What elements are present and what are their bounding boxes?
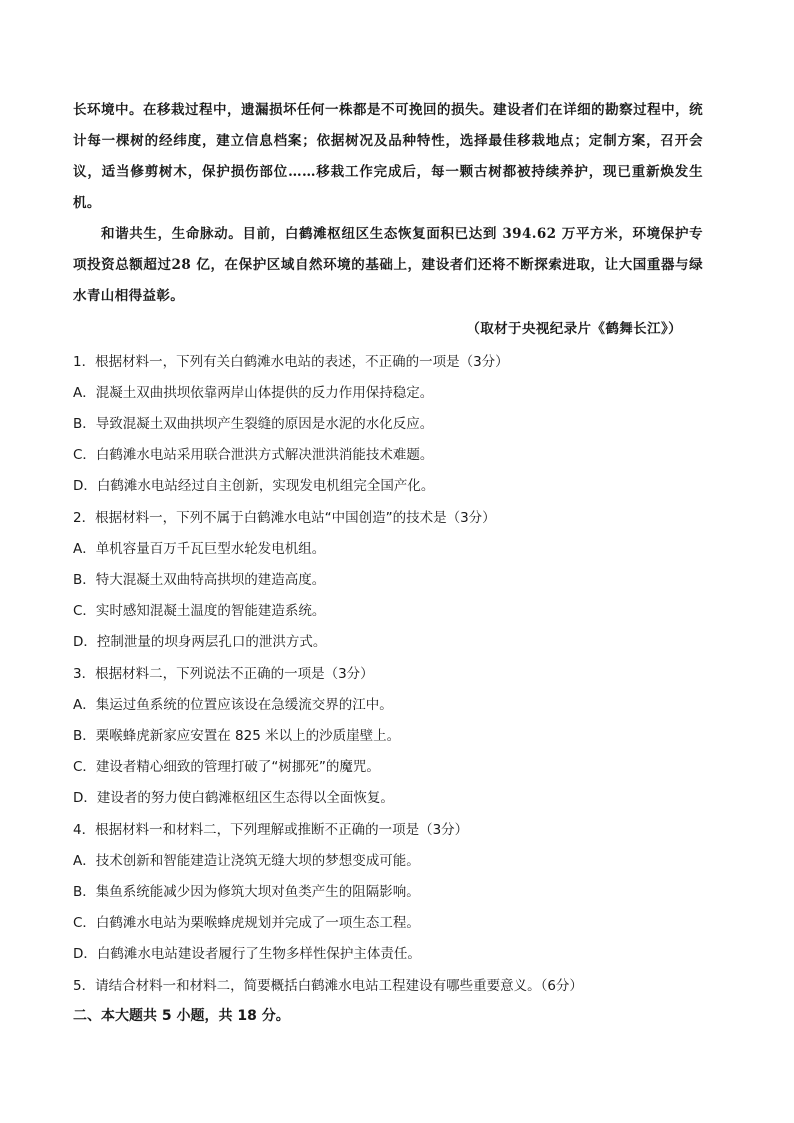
question-4-option-a: A．技术创新和智能建造让浇筑无缝大坝的梦想变成可能。 — [73, 853, 420, 869]
reading-passage — [73, 95, 703, 312]
question-2-option-a: A．单机容量百万千瓦巨型水轮发电机组。 — [73, 541, 326, 557]
question-1-option-b: B．导致混凝土双曲拱坝产生裂缝的原因是水泥的水化反应。 — [73, 416, 434, 432]
question-1-stem: 1．根据材料一，下列有关白鹤滩水电站的表述，不正确的一项是（3分） — [73, 354, 509, 370]
question-3-option-a: A．集运过鱼系统的位置应该设在急缓流交界的江中。 — [73, 697, 393, 713]
passage-paragraph-2: 和谐共生，生命脉动。目前，白鹤滩枢纽区生态恢复面积已达到 394.62 万平方米，环境保护专项投资总额超过28 亿，在保护区域自然环境的基础上，建设者们还将不断探索进取，让大国重器与绿水青山相得益彰。 — [73, 226, 703, 304]
question-4-option-d: D．白鹤滩水电站建设者履行了生物多样性保护主体责任。 — [73, 946, 421, 962]
question-2-option-d: D．控制泄量的坝身两层孔口的泄洪方式。 — [73, 634, 327, 650]
question-1-option-a: A．混凝土双曲拱坝依靠两岸山体提供的反力作用保持稳定。 — [73, 385, 434, 401]
question-3-option-d: D．建设者的努力使白鹤滩枢纽区生态得以全面恢复。 — [73, 790, 394, 806]
question-5-stem: 5．请结合材料一和材料二，简要概括白鹤滩水电站工程建设有哪些重要意义。（6分） — [73, 978, 583, 994]
question-4-option-c: C．白鹤滩水电站为栗喉蜂虎规划并完成了一项生态工程。 — [73, 915, 420, 931]
question-2-option-c: C．实时感知混凝土温度的智能建造系统。 — [73, 603, 326, 619]
question-3-option-c: C．建设者精心细致的管理打破了“树挪死”的魔咒。 — [73, 759, 380, 775]
passage-source: （取材于央视纪录片《鹤舞长江》） — [466, 321, 682, 337]
section-heading: 二、本大题共 5 小题，共 18 分。 — [73, 1008, 290, 1024]
question-2-option-b: B．特大混凝土双曲特高拱坝的建造高度。 — [73, 572, 326, 588]
question-3-option-b: B．栗喉蜂虎新家应安置在 825 米以上的沙质崖壁上。 — [73, 728, 401, 744]
question-4-stem: 4．根据材料一和材料二，下列理解或推断不正确的一项是（3分） — [73, 822, 469, 838]
question-4-option-b: B．集鱼系统能减少因为修筑大坝对鱼类产生的阻隔影响。 — [73, 884, 420, 900]
question-3-stem: 3．根据材料二，下列说法不正确的一项是（3分） — [73, 666, 374, 682]
question-2-stem: 2．根据材料一，下列不属于白鹤滩水电站“中国创造”的技术是（3分） — [73, 510, 496, 526]
question-1-option-d: D．白鹤滩水电站经过自主创新，实现发电机组完全国产化。 — [73, 478, 435, 494]
question-1-option-c: C．白鹤滩水电站采用联合泄洪方式解决泄洪消能技术难题。 — [73, 447, 434, 463]
passage-paragraph-1: 长环境中。在移栽过程中，遗漏损坏任何一株都是不可挽回的损失。建设者们在详细的勘察过程中，统计每一棵树的经纬度，建立信息档案；依据树况及品种特性，选择最佳移栽地点；定制方案，召开会议，适当修剪树木，保护损伤部位……移栽工作完成后，每一颗古树都被持续养护，现已重新焕发生机。 — [73, 102, 703, 211]
